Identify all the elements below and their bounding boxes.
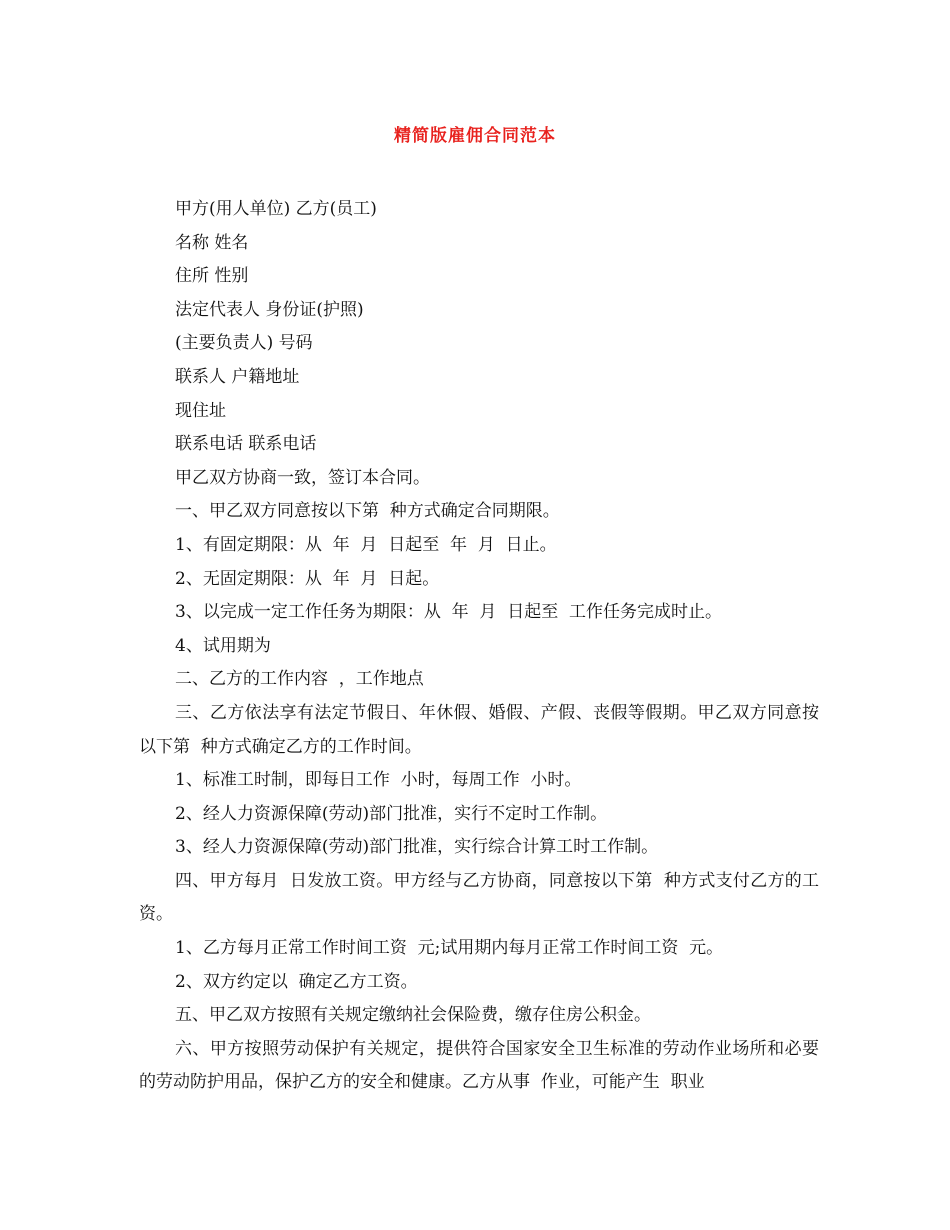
clause-1-item-1: 1、有固定期限：从 年 月 日起至 年 月 日止。	[175, 534, 557, 555]
current-address-line: 现住址	[175, 400, 226, 421]
clause-1: 一、甲乙双方同意按以下第 种方式确定合同期限。	[175, 501, 560, 522]
party-header-line: 甲方(用人单位) 乙方(员工)	[175, 199, 377, 219]
name-line: 名称 姓名	[175, 232, 249, 253]
clause-5: 五、甲乙双方按照有关规定缴纳社会保险费，缴存住房公积金。	[175, 1005, 651, 1026]
clause-4-item-2: 2、双方约定以 确定乙方工资。	[175, 971, 418, 992]
legal-rep-id-line: 法定代表人 身份证(护照)	[175, 299, 364, 320]
clause-1-item-3: 3、以完成一定工作任务为期限：从 年 月 日起至 工作任务完成时止。	[175, 602, 723, 623]
phone-line: 联系电话 联系电话	[175, 434, 317, 455]
clause-4: 四、甲方每月 日发放工资。甲方经与乙方协商，同意按以下第 种方式支付乙方的工资。	[139, 870, 819, 925]
clause-1-item-2: 2、无固定期限：从 年 月 日起。	[175, 568, 440, 589]
clause-3: 三、乙方依法享有法定节假日、年休假、婚假、产假、丧假等假期。甲乙双方同意按以下第 种方式确定乙方的工作时间。	[139, 702, 819, 757]
document-title: 精简版雇佣合同范本	[394, 126, 556, 146]
clause-4-item-1: 1、乙方每月正常工作时间工资 元;试用期内每月正常工作时间工资 元。	[175, 938, 724, 959]
clause-3-item-3: 3、经人力资源保障(劳动)部门批准，实行综合计算工时工作制。	[175, 837, 659, 858]
responsible-number-line: (主要负责人) 号码	[175, 333, 313, 354]
agreement-statement: 甲乙双方协商一致，签订本合同。	[175, 467, 430, 488]
clause-3-item-2: 2、经人力资源保障(劳动)部门批准，实行不定时工作制。	[175, 803, 608, 824]
clause-2: 二、乙方的工作内容 ，工作地点	[175, 669, 424, 690]
clause-3-item-1: 1、标准工时制，即每日工作 小时，每周工作 小时。	[175, 770, 582, 791]
contact-registry-line: 联系人 户籍地址	[175, 366, 300, 387]
clause-1-item-4: 4、试用期为	[175, 635, 271, 656]
address-gender-line: 住所 性别	[175, 266, 249, 287]
document-body	[139, 193, 819, 1100]
clause-6: 六、甲方按照劳动保护有关规定，提供符合国家安全卫生标准的劳动作业场所和必要的劳动防护用品，保护乙方的安全和健康。乙方从事 作业，可能产生 职业	[139, 1038, 819, 1093]
